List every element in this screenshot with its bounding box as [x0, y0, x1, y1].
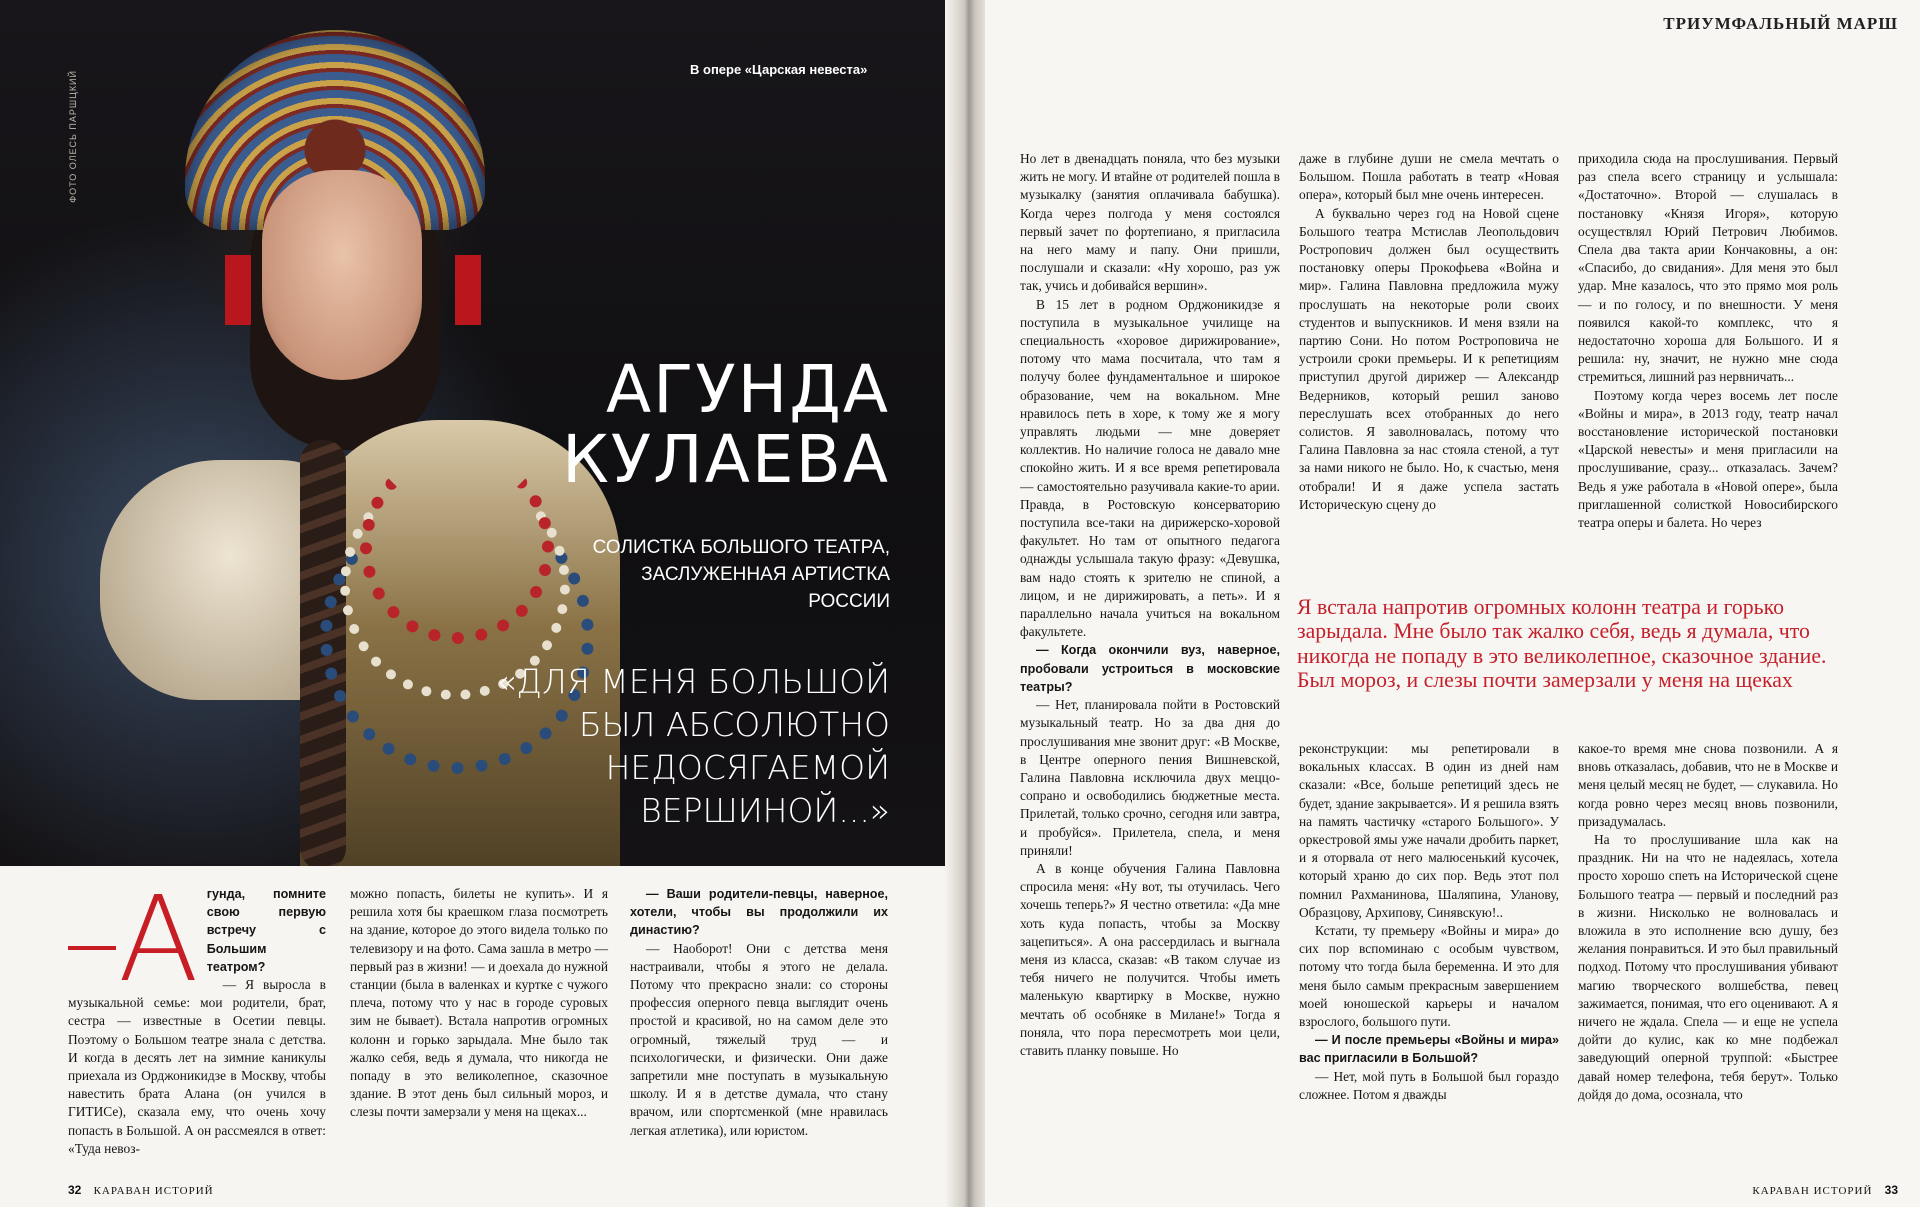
paragraph: А буквально через год на Новой сцене Большого театра Мстислав Леопольдович Ростропович должен был осуществить постановку оперы Прокофьева «Война и мир». Галина Павловна предложила мужу прослушать на некоторые роли своих студентов и выпускников. И меня взяли на партию Сони. Но потом Ростроповича не устроили сроки премьеры. И к репетициям приступил другой дирижер — Александр Ведерников, который решил заново переслушать всех отобранных до него солистов. Я заволновалась, потому что Галина Павловна за нас стояла стеной, а тут за нами никого не было. Но, к счастью, меня отобрали! И я даже успела застать Историческую сцену до [1299, 205, 1559, 512]
paragraph: — Нет, мой путь в Большой был гораздо сложнее. Потом я дважды [1299, 1068, 1559, 1102]
paragraph: А в конце обучения Галина Павловна спросила меня: «Ну вот, ты отучилась. Чего хочешь теперь?» Я честно ответила: «Да мне хоть куда попасть, чтобы за Москву зацепиться». А она рассердилась и выгнала меня из класса, сказав: «В таком случае из тебя ничего не получится. Чтобы иметь маленькую квартирку в Москве, нужно мечтать об особняке в Милане!» Тогда я поняла, что пора пересмотреть мои цели, ставить планку повыше. Но [1020, 860, 1280, 1058]
paragraph: — Я выросла в музыкальной семье: мои родители, брат, сестра — известные в Осетии певцы. Поэтому о Большом театре знала с детства. И когда в десять лет на зимние каникулы приехала из Орджоникидзе в Москву, чтобы навестить брата Алана (он учился в ГИТИСе), сказала ему, что очень хочу попасть в Большой. А он рассмеялся в ответ: «Туда невоз- [68, 977, 326, 1156]
magazine-name: КАРАВАН ИСТОРИЙ [93, 1185, 214, 1197]
headline-quote: «ДЛЯ МЕНЯ БОЛЬШОЙ БЫЛ АБСОЛЮТНО НЕДОСЯГАЕМОЙ ВЕРШИНОЙ...» [496, 662, 890, 830]
paragraph: На то прослушивание шла как на праздник. Ни на что не надеялась, хотела просто хорошо спеть на Исторической сцене Большого театра — первый и последний раз в жизни. Нисколько не волновалась и вложила в это исполнение всю душу, без желания понравиться. И это был правильный подход. Потому что прослушивания убивают магию творческого волшебства, певец зажимается, понимая, что его оценивают. А я ничего не ждала. Спела — и еще не успела дойти до кулис, как ко мне подбежал заведующий оперной труппой: «Быстрее давай номер телефона, тебя берут». Только дойдя до дома, осознала, что [1578, 832, 1838, 1102]
text-column-b-top [1299, 150, 1559, 514]
face-shape [262, 170, 422, 380]
question-text: — Когда окончили вуз, наверное, пробовали устроиться в московские театры? [1020, 643, 1280, 694]
question-text: гунда, помните свою первую встречу с Большим театром? [206, 887, 326, 974]
text-column-c-bottom [1578, 740, 1838, 1104]
drop-cap: А [68, 889, 199, 989]
title-line: АГУНДА [606, 351, 890, 428]
paragraph: Но лет в двенадцать поняла, что без музыки жить не могу. И втайне от родителей пошла в музыкалку (занятия оплачивала бабушка). Когда через полгода у меня состоялся первый зачет по фортепиано, я пригласила на него маму и папу. Они пришли, послушали и сказали: «Ну хорошо, раз уж так, учись и добивайся вершин». [1020, 151, 1280, 294]
pull-quote: Я встала напротив огромных колонн театра и горько зарыдала. Мне было так жалко себя, ведь я думала, что никогда не попаду в это великолепное, сказочное здание. Был мороз, и слезы почти замерзали у меня на щеках [1297, 595, 1827, 693]
ribbon-shape [455, 255, 481, 325]
paragraph: Кстати, ту премьеру «Войны и мира» до сих пор вспоминаю с особым чувством, потому что тогда была беременна. И это для меня было самым прекрасным завершением моей юношеской карьеры и началом взрослого, большого пути. [1299, 923, 1559, 1030]
text-column-a [1020, 150, 1280, 1060]
paragraph: какое-то время мне снова позвонили. А я вновь отказалась, добавив, что не в Москве и меня целый месяц не будет, — слукавила. Но когда ровно через месяц вновь позвонили, призадумалась. [1578, 741, 1838, 829]
portrait-photo [0, 0, 955, 866]
text-column-b-bottom [1299, 740, 1559, 1104]
paragraph: — Нет, планировала пойти в Ростовский музыкальный театр. Но за два дня до прослушивания мне звонит друг: «В Москве, в Центре оперного пения Вишневской, Галина Павловна исключила двух меццо-сопрано и освободились бюджетные места. Прилетай, только срочно, сегодня или завтра, и пробуйся». Прилетела, спела, и меня приняли! [1020, 697, 1280, 858]
ribbon-shape [225, 255, 251, 325]
page-footer [1752, 1183, 1898, 1197]
text-column-3 [630, 885, 888, 1140]
article-subtitle: СОЛИСТКА БОЛЬШОГО ТЕАТРА, ЗАСЛУЖЕННАЯ АРТИСТКА РОССИИ [592, 537, 890, 612]
paragraph: Поэтому когда через восемь лет после «Войны и мира», в 2013 году, театр начал восстановление исторической постановки «Царской невесты» и меня пригласили на прослушивание, сразу... отказалась. Зачем? Ведь я уже работала в «Новой опере», была приглашенной солисткой Новосибирского театра оперы и балета. Но через [1578, 387, 1838, 531]
page-number: 33 [1884, 1183, 1898, 1197]
text-column-2 [350, 885, 608, 1122]
photo-credit: ФОТО ОЛЕСЬ ПАРШЦКИЙ [68, 70, 78, 203]
article-title [560, 351, 890, 498]
paragraph: В 15 лет в родном Орджоникидзе я поступила в музыкальное училище на специальность «хоровое дирижирование», потому что мама посчитала, что там я получу более фундаментальное и широкое образование, чем на вокальном. Мне нравилось петь в хоре, к тому же я могу управлять людьми — мне доверяет коллектив. Но наличие голоса не давало мне спокойно жить. И я все время репетировала — самостоятельно разучивала какие-то арии. Правда, в Ростовскую консерваторию поступила все-таки на дирижерско-хоровой факультет. Но там от опытного педагога однажды услышала такую фразу: «Девушка, вам надо стоять к зрителю не спиной, а лицом, и не дирижировать, а петь». И я параллельно начала учиться на вокальном факультете. [1020, 296, 1280, 640]
text-column-c-top [1578, 150, 1838, 532]
magazine-name: КАРАВАН ИСТОРИЙ [1752, 1185, 1873, 1197]
section-header: ТРИУМФАЛЬНЫЙ МАРШ [1663, 14, 1898, 33]
paragraph: даже в глубине души не смела мечтать о Большом. Пошла работать в театр «Новая опера», который был мне очень интересен. [1299, 151, 1559, 203]
necklace-shape [360, 450, 554, 644]
paragraph: приходила сюда на прослушивания. Первый раз спела всего страницу и услышала: «Достаточно». Второй — слушалась в постановку «Князя Игоря», которую осуществлял Юрий Петрович Любимов. Спела два такта арии Кончаковны, а он: «Спасибо, до свидания». Для меня это был удар. Мне казалось, что это прямо моя роль — и по голосу, и по внешности. У меня появился какой-то комплекс, что я недостаточно хороша для Большого. И я решила: ну, значит, не нужно мне сюда стремиться, лишний раз нервничать... [1578, 151, 1838, 385]
question-text: — И после премьеры «Войны и мира» вас пригласили в Большой? [1299, 1033, 1559, 1066]
paragraph: реконструкции: мы репетировали в вокальных классах. В один из дней нам сказали: «Все, больше репетиций здесь не будет, здание закрывается». И я решила взять на память частичку «старого Большого». У оркестровой ямы уже начали дробить паркет, и я оторвала от него малюсенький кусочек, который храню до сих пор. Ведь этот пол помнил Рахманинова, Шаляпина, Уланову, Образцову, Архипову, Синявскую!.. [1299, 741, 1559, 920]
drop-dash [68, 946, 116, 950]
text-column-1 [68, 870, 326, 1158]
paragraph: можно попасть, билеты не купить». И я решила хотя бы краешком глаза посмотреть на здание, которое до этого видела только по телевизору и на фото. Сама зашла в метро — первый раз в жизни! — и доехала до нужной станции (была в валенках и куртке с чужого плеча, потому что у нас в городе суровых зим не бывает). Встала напротив огромных колонн и горько зарыдала. Мне было так жалко себя, ведь я думала, что никогда не попаду в это великолепное, сказочное здание. В этот день был сильный мороз, и слезы почти замерзали у меня на щеках... [350, 886, 608, 1120]
right-page [985, 0, 1920, 1207]
left-page [0, 0, 955, 1207]
title-line: КУЛАЕВА [562, 421, 890, 498]
intro-paragraph [68, 870, 326, 1008]
page-footer [68, 1183, 214, 1197]
page-number: 32 [68, 1183, 82, 1197]
photo-caption: В опере «Царская невеста» [690, 62, 868, 77]
question-text: — Ваши родители-певцы, наверное, хотели, чтобы вы продолжили их династию? [630, 887, 888, 938]
paragraph: — Наоборот! Они с детства меня настраивали, чтобы я этого не делала. Потому что прекрасно знали: со стороны профессия оперного певца выглядит очень простой и красивой, но на самом деле это огромный, тяжелый труд — и психологически, и физически. Они даже запретили мне поступать в музыкальную школу. И я в детстве думала, что стану врачом, или спортсменкой (мне нравилась легкая атлетика), или юристом. [630, 940, 888, 1138]
